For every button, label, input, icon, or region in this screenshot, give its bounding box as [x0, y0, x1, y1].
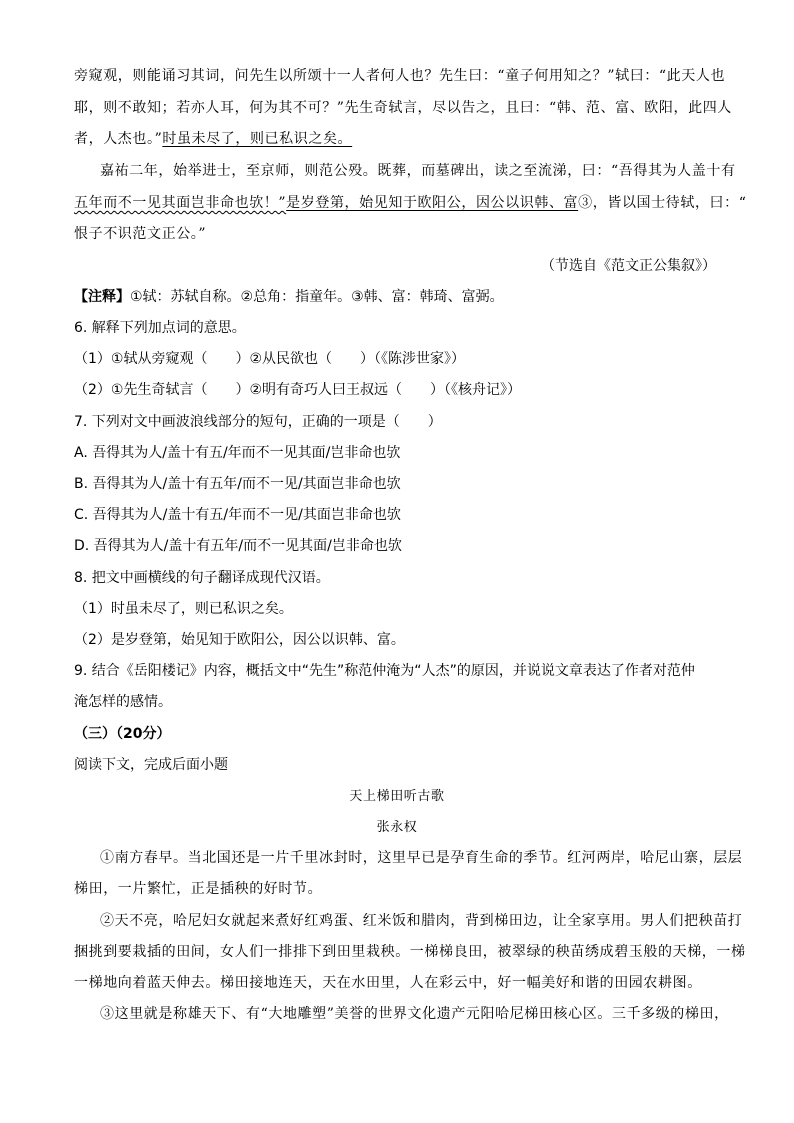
passage-line: 恨子不识范文正公。” [74, 226, 207, 242]
article-paragraph-line: 梯田，一片繁忙，正是插秧的好时节。 [74, 881, 323, 897]
question-7-option-b: B. 吾得其为人/盖十有五年/而不一见/其面岂非命也欤 [74, 476, 401, 492]
annotation-label: 【注释】 [74, 289, 130, 305]
question-8-item-2: （2）是岁登第，始见知于欧阳公，因公以识韩、富。 [74, 632, 405, 648]
passage-line [74, 193, 747, 213]
passage-line [74, 129, 352, 149]
passage-line: 耶，则不敢知；若亦人耳，何为其不可？”先生奇轼言，尽以告之，且曰：“韩、范、富、欧阳，此四人 [74, 100, 732, 116]
question-8-stem: 8. 把文中画横线的句子翻译成现代汉语。 [74, 570, 330, 586]
question-7-option-d: D. 吾得其为人/盖十有五年/而不一见其面/岂非命也欤 [74, 538, 402, 554]
source-citation: （节选自《范文正公集叙》） [541, 258, 716, 274]
question-6-item-2: （2）①先生奇轼言（ ）②明有奇巧人曰王叔远（ ）（《核舟记》） [74, 382, 522, 398]
article-paragraph-line: 一梯地向着蓝天伸去。梯田接地连天，天在水田里，人在彩云中，好一幅美好和谐的田园农耕图。 [74, 975, 702, 991]
question-7-option-c: C. 吾得其为人/盖十有五/年而不一见/其面岂非命也欤 [74, 507, 401, 523]
article-paragraph-line: ①南方春早。当北国还是一片千里冰封时，这里早已是孕育生命的季节。红河两岸，哈尼山寨，层层 [100, 850, 743, 866]
question-9-line-1: 9. 结合《岳阳楼记》内容，概括文中“先生”称范仲淹为“人杰”的原因，并说说文章表达了作者对范仲 [74, 663, 695, 679]
underlined-sentence: 是岁登第，始见知于欧阳公，因公以识韩、富 [286, 195, 579, 211]
annotation [74, 287, 504, 307]
question-6-item-1: （1）①轼从旁窥观（ ）②从民欲也（ ）（《陈涉世家》） [74, 351, 466, 367]
article-paragraph-line: ③这里就是称雄天下、有“大地雕塑”美誉的世界文化遗产元阳哈尼梯田核心区。三千多级的梯田， [100, 1006, 729, 1022]
article-paragraph-line: ②天不亮，哈尼妇女就起来煮好红鸡蛋、红米饭和腊肉，背到梯田边，让全家享用。男人们把秧苗打 [100, 913, 743, 929]
article-author: 张永权 [376, 820, 418, 835]
question-6-stem: 6. 解释下列加点词的意思。 [74, 320, 246, 336]
passage-line: 旁窥观，则能诵习其词，问先生以所颂十一人者何人也？先生曰：“童子何用知之？”轼曰：“此天人也 [74, 68, 726, 84]
article-title: 天上梯田听古歌 [349, 789, 445, 804]
underlined-sentence: 时虽未尽了，则已私识之矣。 [162, 131, 353, 147]
section-instruction: 阅读下文，完成后面小题 [74, 757, 228, 773]
question-7-stem: 7. 下列对文中画波浪线部分的短句，正确的一项是（ ） [74, 414, 442, 430]
passage-text: 者，人杰也。” [74, 131, 163, 147]
question-7-option-a: A. 吾得其为人/盖十有五/年而不一见其面/岂非命也欤 [74, 445, 401, 461]
question-9-line-2: 淹怎样的感情。 [74, 694, 172, 710]
article-paragraph-line: 捆挑到要栽插的田间，女人们一排排下到田里栽秧。一梯梯良田，被翠绿的秧苗绣成碧玉般的天梯，一梯 [74, 944, 746, 960]
wavy-underlined-sentence: 五年而不一见其面岂非命也欤！” [74, 195, 287, 211]
annotation-text: ①轼：苏轼自称。②总角：指童年。③韩、富：韩琦、富弼。 [130, 289, 504, 305]
passage-text: ③，皆以国士待轼，曰：“ [578, 195, 747, 211]
section-heading: （三）（20分） [74, 726, 171, 742]
question-8-item-1: （1）时虽未尽了，则已私识之矣。 [74, 601, 293, 617]
passage-line: 嘉祐二年，始举进士，至京师，则范公殁。既葬，而墓碑出，读之至流涕，曰：“吾得其为人盖十有 [100, 163, 736, 179]
